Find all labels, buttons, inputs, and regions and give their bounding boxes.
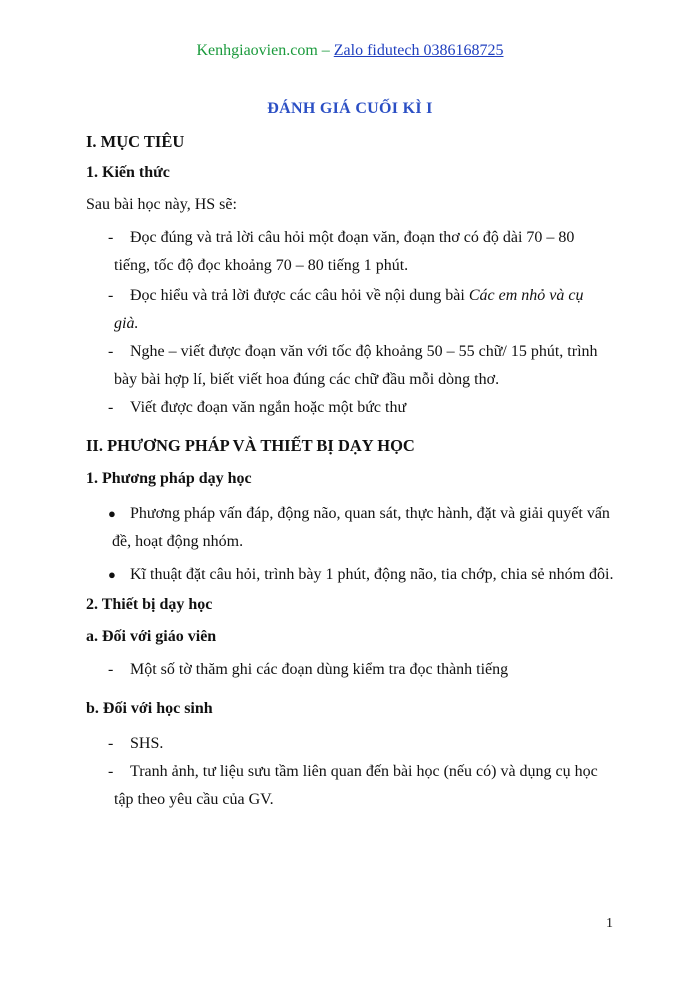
knowledge-intro: Sau bài học này, HS sẽ: (86, 196, 237, 213)
lesson-title: già. (114, 315, 139, 332)
section-2-heading: II. PHƯƠNG PHÁP VÀ THIẾT BỊ DẠY HỌC (86, 436, 415, 455)
list-item-text: Viết được đoạn văn ngắn hoặc một bức thư (130, 399, 407, 416)
section-1-heading: I. MỤC TIÊU (86, 132, 185, 151)
list-item (86, 561, 646, 589)
list-item-text: tập theo yêu cầu của GV. (114, 791, 274, 808)
list-item-text: SHS. (130, 735, 164, 752)
dash-marker: - (108, 287, 114, 304)
list-item (86, 758, 626, 814)
list-item-text: tiếng, tốc độ đọc khoảng 70 – 80 tiếng 1 phút. (114, 257, 409, 274)
dash-marker: - (108, 735, 114, 752)
bullet-marker: ● (108, 567, 116, 582)
list-item (86, 500, 626, 556)
header-contact-link[interactable]: Zalo fidutech 0386168725 (333, 42, 504, 59)
student-heading: b. Đối với học sinh (86, 700, 213, 717)
dash-marker: - (108, 399, 114, 416)
list-item-text: Một số tờ thăm ghi các đoạn dùng kiểm tra đọc thành tiếng (130, 661, 509, 678)
list-item (86, 224, 626, 280)
list-item-text: Đọc đúng và trả lời câu hỏi một đoạn văn, đoạn thơ có độ dài 70 – 80 (130, 229, 575, 246)
page-title: ĐÁNH GIÁ CUỐI KÌ I (267, 100, 433, 117)
page-number: 1 (606, 916, 613, 931)
list-item-text: Tranh ảnh, tư liệu sưu tầm liên quan đến bài học (nếu có) và dụng cụ học (130, 763, 598, 780)
dash-marker: - (108, 343, 114, 360)
dash-marker: - (108, 661, 114, 678)
list-item-text: đề, hoạt động nhóm. (112, 533, 244, 550)
list-item (86, 338, 626, 394)
page-header (0, 42, 700, 60)
list-item-text: bày bài hợp lí, biết viết hoa đúng các chữ đầu mỗi dòng thơ. (114, 371, 500, 388)
list-item-text: Phương pháp vấn đáp, động não, quan sát, thực hành, đặt và giải quyết vấn (130, 505, 610, 522)
header-site[interactable]: Kenhgiaovien.com (196, 42, 318, 59)
dash-marker: - (108, 763, 114, 780)
list-item-text: Đọc hiểu và trả lời được các câu hỏi về nội dung bài (130, 287, 469, 304)
teacher-heading: a. Đối với giáo viên (86, 628, 217, 645)
bullet-marker: ● (108, 506, 116, 521)
list-item (86, 730, 626, 758)
dash-marker: - (108, 229, 114, 246)
list-item-text: Kĩ thuật đặt câu hỏi, trình bày 1 phút, động não, tia chớp, chia sẻ nhóm đôi. (130, 566, 614, 583)
knowledge-heading: 1. Kiến thức (86, 164, 170, 181)
list-item (86, 282, 626, 338)
methods-heading: 1. Phương pháp dạy học (86, 470, 252, 487)
list-item-text: Nghe – viết được đoạn văn với tốc độ khoảng 50 – 55 chữ/ 15 phút, trình (130, 343, 598, 360)
list-item (86, 656, 626, 684)
lesson-title: Các em nhỏ và cụ (468, 287, 584, 304)
header-separator: – (317, 42, 334, 59)
list-item (86, 394, 626, 422)
equipment-heading: 2. Thiết bị dạy học (86, 596, 213, 613)
